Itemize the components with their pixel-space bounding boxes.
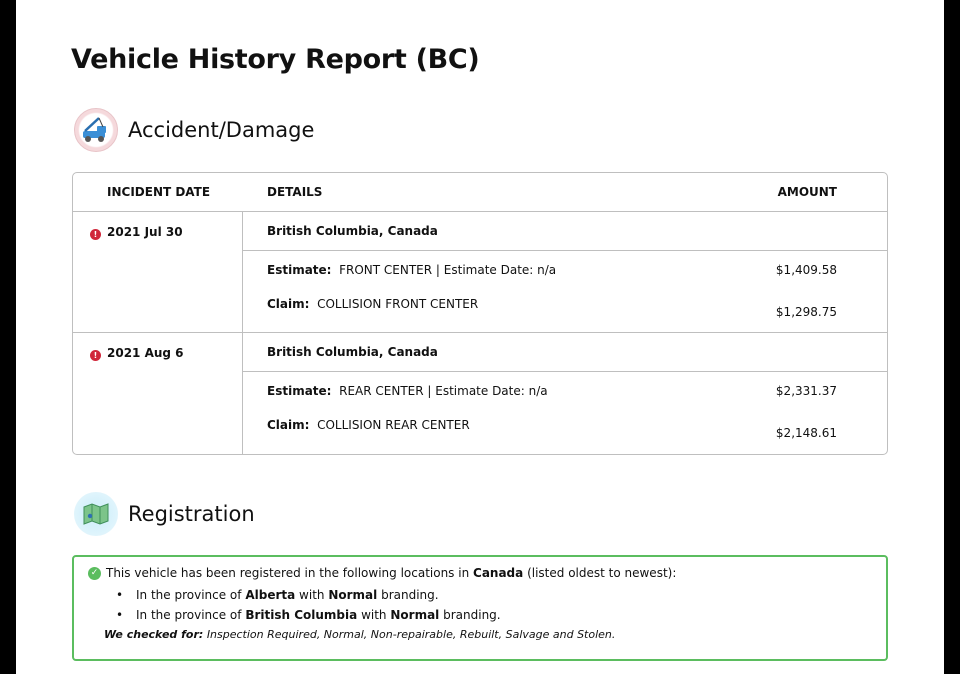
incident-amounts <box>747 251 887 333</box>
accident-section-header <box>74 108 314 152</box>
incident-amounts <box>747 372 887 454</box>
col-amount: AMOUNT <box>747 173 887 212</box>
estimate-amount: $2,331.37 <box>775 384 837 398</box>
incident-details <box>243 372 747 454</box>
report-page <box>16 0 944 674</box>
accident-table <box>72 172 888 455</box>
tow-truck-icon <box>74 108 118 152</box>
incident-date: ! 2021 Jul 30 <box>73 212 243 333</box>
table-row <box>73 212 887 251</box>
registration-intro: ✓ This vehicle has been registered in the following locations in Canada (listed oldest to newest): <box>88 566 872 580</box>
table-row <box>73 333 887 372</box>
accident-section-title: Accident/Damage <box>128 118 315 142</box>
map-icon <box>74 492 118 536</box>
registration-section-header <box>74 492 255 536</box>
list-item: • In the province of British Columbia with Normal branding. <box>116 608 872 622</box>
estimate-amount: $1,409.58 <box>775 263 837 277</box>
alert-dot-icon: ! <box>90 350 101 361</box>
page-title: Vehicle History Report (BC) <box>71 44 480 75</box>
incident-location: British Columbia, Canada <box>243 333 747 372</box>
alert-dot-icon: ! <box>90 229 101 240</box>
registration-section-title: Registration <box>128 502 255 526</box>
table-header-row <box>73 173 887 212</box>
registration-list <box>116 588 872 622</box>
estimate-line: Estimate: REAR CENTER | Estimate Date: n/a <box>267 384 548 398</box>
registration-box <box>72 555 888 661</box>
estimate-line: Estimate: FRONT CENTER | Estimate Date: n/a <box>267 263 557 277</box>
claim-line: Claim: COLLISION FRONT CENTER <box>267 297 479 311</box>
checked-for-note: We checked for: Inspection Required, Normal, Non-repairable, Rebuilt, Salvage and Stolen. <box>104 628 616 641</box>
claim-amount: $1,298.75 <box>775 305 837 319</box>
incident-location: British Columbia, Canada <box>243 212 747 251</box>
check-circle-icon: ✓ <box>88 567 101 580</box>
incident-date: ! 2021 Aug 6 <box>73 333 243 454</box>
col-incident-date: INCIDENT DATE <box>73 173 243 212</box>
list-item: • In the province of Alberta with Normal branding. <box>116 588 872 602</box>
claim-amount: $2,148.61 <box>775 426 837 440</box>
claim-line: Claim: COLLISION REAR CENTER <box>267 418 470 432</box>
col-details: DETAILS <box>243 173 747 212</box>
incident-details <box>243 251 747 333</box>
